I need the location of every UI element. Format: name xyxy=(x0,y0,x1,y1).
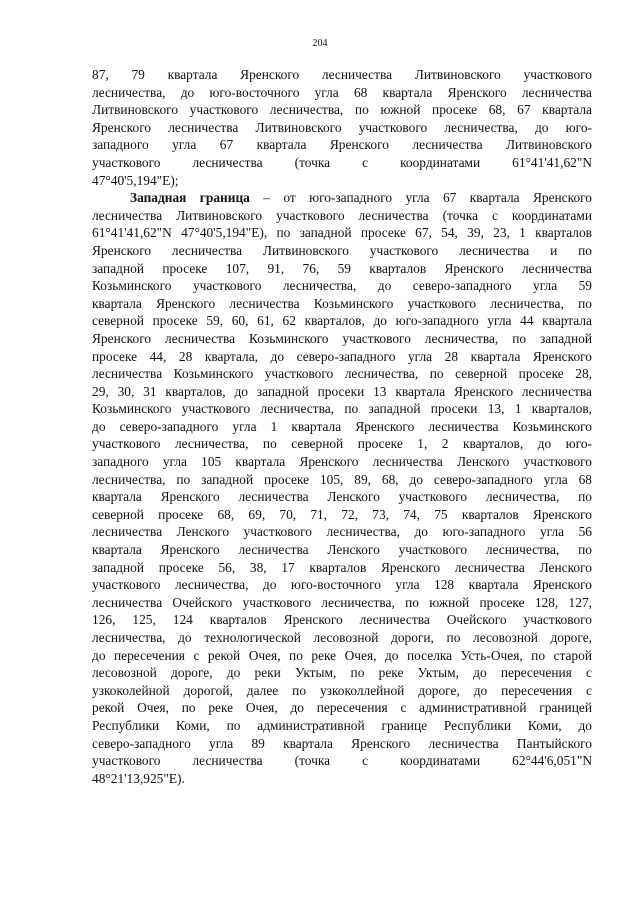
text-line: Литвиновского участкового лесничества, по южной просеке 68, 67 квартала xyxy=(92,102,592,118)
text-line: Республики Коми, по административной границе Республики Коми, до xyxy=(92,717,592,733)
text-line: до пересечения с рекой Очея, по реке Очея, до поселка Усть-Очея, по старой xyxy=(92,647,592,663)
text-line: западного угла 105 квартала Яренского лесничества Ленского участкового xyxy=(92,454,592,470)
paragraph-1 xyxy=(92,66,592,189)
text-line: северной просеке 59, 60, 61, 62 кварталов, до юго-западного угла 44 квартала xyxy=(92,313,592,329)
text-line: лесничества, по западной просеке 105, 89, 68, до северо-западного угла 68 xyxy=(92,471,592,487)
text-line: Яренского лесничества Литвиновского участкового лесничества и по xyxy=(92,242,592,258)
text-line: просеке 44, 28 квартала, до северо-западного угла 28 квартала Яренского xyxy=(92,348,592,364)
paragraph-2 xyxy=(92,189,592,787)
text-line: 47°40'5,194"E); xyxy=(92,172,179,188)
text-line: Козьминского участкового лесничества, по западной просеки 13, 1 кварталов, xyxy=(92,401,592,417)
text-line: лесничества Очейского участкового лесничества, по южной просеке 128, 127, xyxy=(92,594,592,610)
heading-continuation: – от юго-западного угла 67 квартала Яренского xyxy=(249,190,592,206)
text-line: лесовозной дороге, до реки Уктым, по реке Уктым, до пересечения с xyxy=(92,665,592,681)
page-number: 204 xyxy=(312,38,328,49)
text-line: 87, 79 квартала Яренского лесничества Литвиновского участкового xyxy=(92,67,592,82)
text-line: 126, 125, 124 кварталов Яренского лесничества Очейского участкового xyxy=(92,612,592,628)
text-line: западной просеке 107, 91, 76, 59 кварталов Яренского лесничества xyxy=(92,260,592,276)
text-line: до северо-западного угла 1 квартала Яренского лесничества Козьминского xyxy=(92,418,592,434)
text-line: узкоколейной дорогой, далее по узкоколлейной дороге, до пересечения с xyxy=(92,682,592,698)
text-line: 29, 30, 31 кварталов, до западной просеки 13 квартала Яренского лесничества xyxy=(92,383,592,399)
text-line: западной просеке 56, 38, 17 кварталов Яренского лесничества Ленского xyxy=(92,559,592,575)
text-line: участкового лесничества, до юго-восточного угла 128 квартала Яренского xyxy=(92,577,592,593)
paragraph-first-line xyxy=(92,189,592,207)
text-line: северо-западного угла 89 квартала Яренского лесничества Пантыйского xyxy=(92,735,592,751)
section-heading: Западная граница xyxy=(130,190,250,206)
text-line: лесничества Ленского участкового лесничества, до юго-западного угла 56 xyxy=(92,524,592,540)
text-line: квартала Яренского лесничества Ленского участкового лесничества, по xyxy=(92,542,592,558)
text-line: участкового лесничества (точка с координатами 62°44'6,051"N xyxy=(92,753,592,769)
text-line: участкового лесничества, по северной просеке 1, 2 кварталов, до юго- xyxy=(92,436,592,452)
text-line: Яренского лесничества Козьминского участкового лесничества, по западной xyxy=(92,330,592,346)
text-line: Козьминского участкового лесничества, до северо-западного угла 59 xyxy=(92,278,592,294)
text-line: северной просеке 68, 69, 70, 71, 72, 73, 74, 75 кварталов Яренского xyxy=(92,506,592,522)
text-line: квартала Яренского лесничества Ленского участкового лесничества, по xyxy=(92,489,592,505)
text-line: рекой Очея, по реке Очея, до пересечения с административной границей xyxy=(92,700,592,716)
text-line: 48°21'13,925"E). xyxy=(92,770,185,786)
text-line: лесничества, до технологической лесовозной дороги, по лесовозной дороге, xyxy=(92,630,592,645)
text-line: западного угла 67 квартала Яренского лесничества Литвиновского xyxy=(92,137,592,153)
text-line: Яренского лесничества Литвиновского участкового лесничества, до юго- xyxy=(92,119,592,135)
document-body xyxy=(92,66,592,787)
text-line: квартала Яренского лесничества Козьминского участкового лесничества, по xyxy=(92,295,592,311)
text-line: участкового лесничества (точка с координатами 61°41'41,62"N xyxy=(92,154,592,170)
text-line: лесничества, до юго-восточного угла 68 квартала Яренского лесничества xyxy=(92,84,592,100)
text-line: лесничества Козьминского участкового лесничества, по северной просеке 28, xyxy=(92,366,592,382)
text-line: лесничества Литвиновского участкового лесничества (точка с координатами xyxy=(92,207,592,223)
text-line: 61°41'41,62"N 47°40'5,194"E), по западной просеке 67, 54, 39, 23, 1 кварталов xyxy=(92,225,592,241)
